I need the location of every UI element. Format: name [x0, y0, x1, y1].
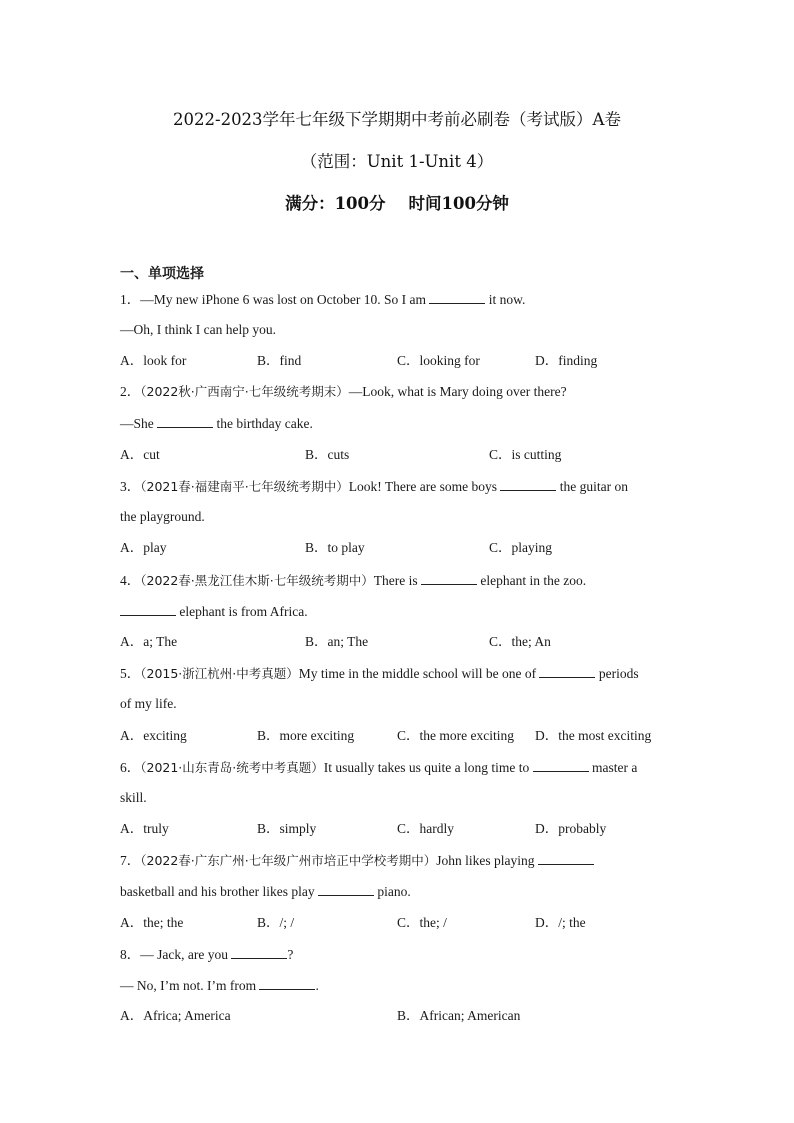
question-6-option-a: A．truly: [120, 821, 169, 836]
answer-blank: [539, 664, 595, 678]
question-text: —She: [120, 416, 158, 431]
question-text: the birthday cake.: [213, 416, 313, 431]
question-1-line-1: [120, 290, 525, 309]
question-source: （2021·山东青岛·统考中考真题）: [140, 760, 324, 775]
question-2-line-2: [120, 414, 313, 433]
answer-blank: [318, 882, 374, 896]
answer-blank: [421, 571, 477, 585]
question-8-option-a: A．Africa; America: [120, 1008, 231, 1023]
question-text: of my life.: [120, 696, 177, 711]
question-2-option-b: B．cuts: [305, 447, 350, 462]
question-4-option-c: C．the; An: [489, 634, 551, 649]
question-text: —Oh, I think I can help you.: [120, 322, 276, 337]
question-3-line-2: [120, 508, 205, 526]
question-7-option-a: A．the; the: [120, 915, 184, 930]
question-1-line-2: [120, 321, 276, 339]
question-text: 8．— Jack, are you: [120, 947, 232, 962]
question-3-option-b: B．to play: [305, 540, 365, 555]
question-4-option-b: B．an; The: [305, 634, 369, 649]
question-6-option-c: C．hardly: [397, 821, 454, 836]
question-text: master a: [588, 760, 638, 775]
question-2-option-a: A．cut: [120, 447, 160, 462]
question-text: periods: [595, 666, 639, 681]
question-text: basketball and his brother likes play: [120, 884, 318, 899]
question-text: 4．: [120, 573, 141, 588]
answer-blank: [259, 976, 315, 990]
question-3-option-c: C．playing: [489, 540, 552, 555]
question-7-line-1: [120, 851, 594, 870]
question-text: —Look, what is Mary doing over there?: [348, 384, 567, 399]
exam-scope: （范围：Unit 1-Unit 4）: [300, 152, 494, 171]
question-5-option-a: A．exciting: [120, 728, 187, 743]
answer-blank: [120, 602, 176, 616]
question-2-line-1: [120, 383, 567, 401]
question-text: 1．—My new iPhone 6 was lost on October 10. So I am: [120, 292, 430, 307]
answer-blank: [429, 290, 485, 304]
question-1-option-a: A．look for: [120, 353, 187, 368]
question-text: Look! There are some boys: [348, 479, 501, 494]
question-source: （2021春·福建南平·七年级统考期中）: [140, 479, 349, 494]
exam-score-time: 满分：100分 时间100分钟: [285, 194, 509, 213]
section-heading: 一、单项选择: [120, 266, 204, 282]
question-text: the playground.: [120, 509, 205, 524]
question-6-option-d: D．probably: [535, 821, 607, 836]
question-text: skill.: [120, 790, 147, 805]
question-text: It usually takes us quite a long time to: [323, 760, 533, 775]
question-6-line-1: [120, 758, 637, 777]
exam-title: 2022-2023学年七年级下学期期中考前必刷卷（考试版）A卷: [173, 110, 621, 129]
question-text: 5．: [120, 666, 141, 681]
question-5-line-1: [120, 664, 639, 683]
question-7-option-d: D．/; the: [535, 915, 586, 930]
question-3-option-a: A．play: [120, 540, 167, 555]
question-2-option-c: C．is cutting: [489, 447, 562, 462]
answer-blank: [500, 477, 556, 491]
question-6-line-2: [120, 789, 147, 807]
question-text: 6．: [120, 760, 141, 775]
question-1-option-b: B．find: [257, 353, 302, 368]
question-7-line-2: [120, 882, 411, 901]
question-text: — No, I’m not. I’m from: [120, 978, 260, 993]
answer-blank: [157, 414, 213, 428]
question-4-line-2: [120, 602, 308, 621]
question-5-line-2: [120, 695, 177, 713]
question-4-option-a: A．a; The: [120, 634, 178, 649]
question-text: .: [315, 978, 319, 993]
question-text: My time in the middle school will be one of: [298, 666, 540, 681]
question-5-option-b: B．more exciting: [257, 728, 355, 743]
question-text: the guitar on: [556, 479, 628, 494]
question-text: ?: [287, 947, 294, 962]
question-text: 3．: [120, 479, 141, 494]
question-3-line-1: [120, 477, 628, 496]
question-source: （2022春·广东广州·七年级广州市培正中学校考期中）: [140, 853, 437, 868]
question-4-line-1: [120, 571, 586, 590]
question-source: （2022秋·广西南宁·七年级统考期末）: [140, 384, 349, 399]
question-8-line-1: [120, 945, 293, 964]
question-text: 7．: [120, 853, 141, 868]
question-8-line-2: [120, 976, 319, 995]
question-text: John likes playing: [436, 853, 538, 868]
question-1-option-d: D．finding: [535, 353, 598, 368]
question-text: 2．: [120, 384, 141, 399]
question-1-option-c: C．looking for: [397, 353, 480, 368]
question-5-option-c: C．the more exciting: [397, 728, 514, 743]
question-source: （2022春·黑龙江佳木斯·七年级统考期中）: [140, 573, 374, 588]
question-text: elephant is from Africa.: [176, 604, 308, 619]
question-7-option-c: C．the; /: [397, 915, 447, 930]
question-source: （2015·浙江杭州·中考真题）: [140, 666, 299, 681]
question-text: There is: [373, 573, 421, 588]
answer-blank: [538, 851, 594, 865]
question-5-option-d: D．the most exciting: [535, 728, 652, 743]
answer-blank: [231, 945, 287, 959]
question-text: elephant in the zoo.: [477, 573, 587, 588]
question-text: it now.: [485, 292, 526, 307]
question-6-option-b: B．simply: [257, 821, 317, 836]
question-text: piano.: [373, 884, 411, 899]
question-7-option-b: B．/; /: [257, 915, 295, 930]
answer-blank: [533, 758, 589, 772]
question-8-option-b: B．African; American: [397, 1008, 521, 1023]
